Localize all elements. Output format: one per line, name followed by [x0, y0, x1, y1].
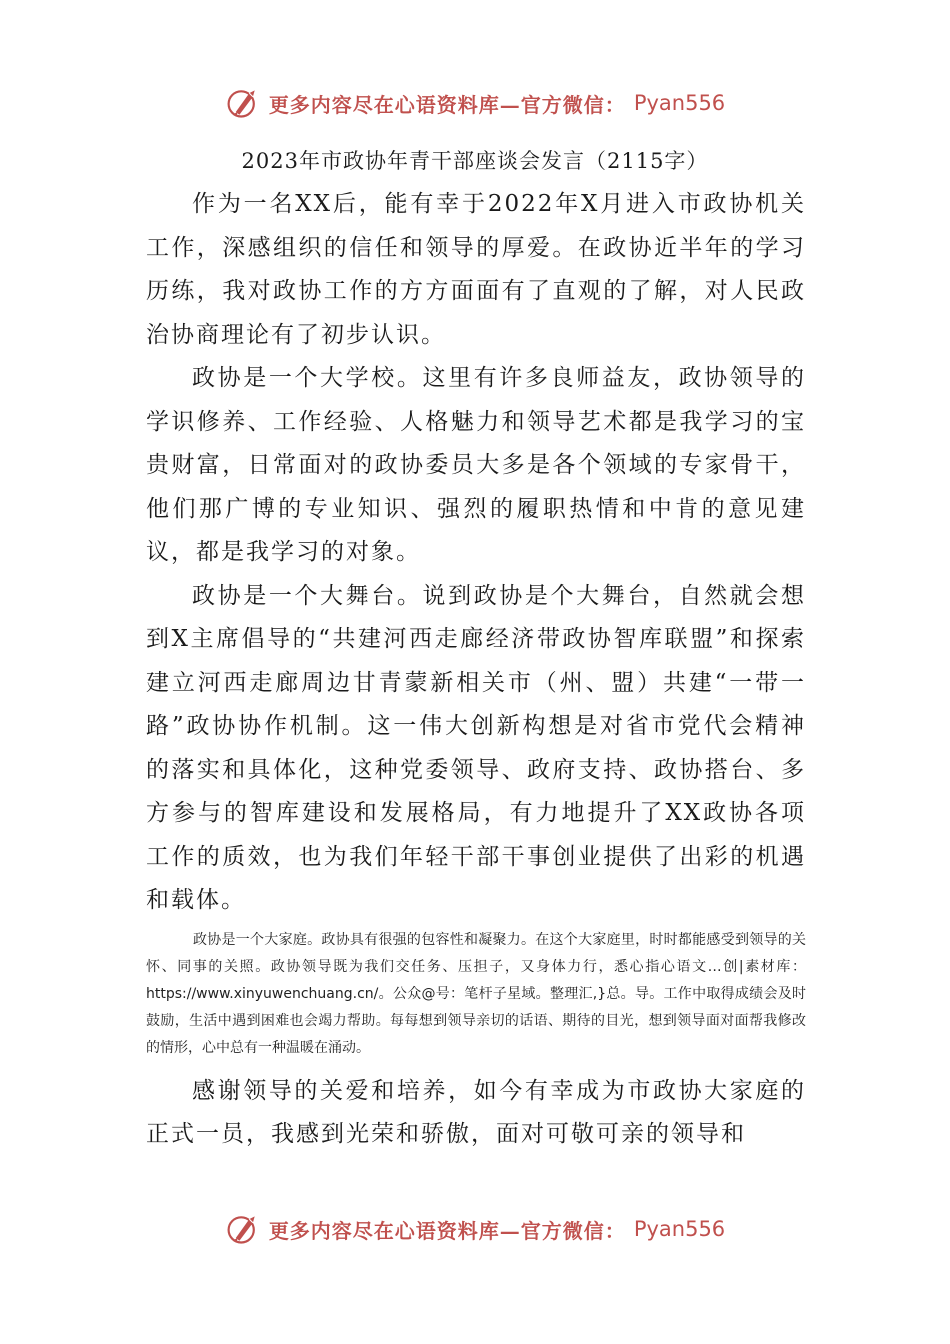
paragraph-thanks: 感谢领导的关爱和培养，如今有幸成为市政协大家庭的正式一员，我感到光荣和骄傲，面对可敬可亲的领导和 [146, 1077, 806, 1147]
paragraph-family: 政协是一个大家庭。政协具有很强的包容性和凝聚力。在这个大家庭里，时时都能感受到领导的关怀、同事的关照。政协领导既为我们交任务、压担子，又身体力行，悉心指心语文…创|素材库：https://www.xinyuwenchuang.cn/。公众@号：笔杆子星域。整理汇,}总。导。工作中取得成绩会及时鼓励，生活中遇到困难也会竭力帮助。每每想到领导亲切的话语、期待的目光，想到领导面对面帮我修改 的情形，心中总有一种温暖在涌动。 [146, 931, 806, 1056]
paragraph-school: 政协是一个大学校。这里有许多良师益友，政协领导的学识修养、工作经验、人格魅力和领导艺术都是我学习的宝贵财富，日常面对的政协委员大多是各个领域的专家骨干，他们那广博的专业知识、强烈的履职热情和中肯的意见建议，都是我学习的对象。 [146, 365, 806, 565]
document-body [146, 183, 806, 1157]
paragraph-stage: 政协是一个大舞台。说到政协是个大舞台，自然就会想到X主席倡导的“共建河西走廊经济带政协智库联盟”和探索建立河西走廊周边甘青蒙新相关市（州、盟）共建“一带一路”政协协作机制。这一伟大创新构想是对省市党代会精神的落实和具体化，这种党委领导、政府支持、政协搭台、多方参与的智库建设和发展格局，有力地提升了XX政协各项工作的质效，也为我们年轻干部干事创业提供了出彩的机遇和载体。 [146, 582, 806, 913]
pen-nib-logo-icon [225, 85, 261, 121]
paragraph-intro: 作为一名XX后，能有幸于2022年X月进入市政协机关工作，深感组织的信任和领导的厚爱。在政协近半年的学习历练，我对政协工作的方方面面有了直观的了解，对人民政治协商理论有了初步认识。 [146, 191, 806, 348]
banner-wechat-handle: Pyan556 [633, 91, 726, 115]
banner-wechat-handle: Pyan556 [633, 1217, 726, 1241]
banner-text: 更多内容尽在心语资料库—官方微信： [268, 92, 626, 117]
pen-nib-logo-icon [225, 1211, 261, 1247]
footer-banner [0, 1207, 950, 1251]
document-title: 2023年市政协年青干部座谈会发言（2115字） [241, 149, 709, 173]
header-banner [0, 81, 950, 125]
banner-text: 更多内容尽在心语资料库—官方微信： [268, 1218, 626, 1243]
